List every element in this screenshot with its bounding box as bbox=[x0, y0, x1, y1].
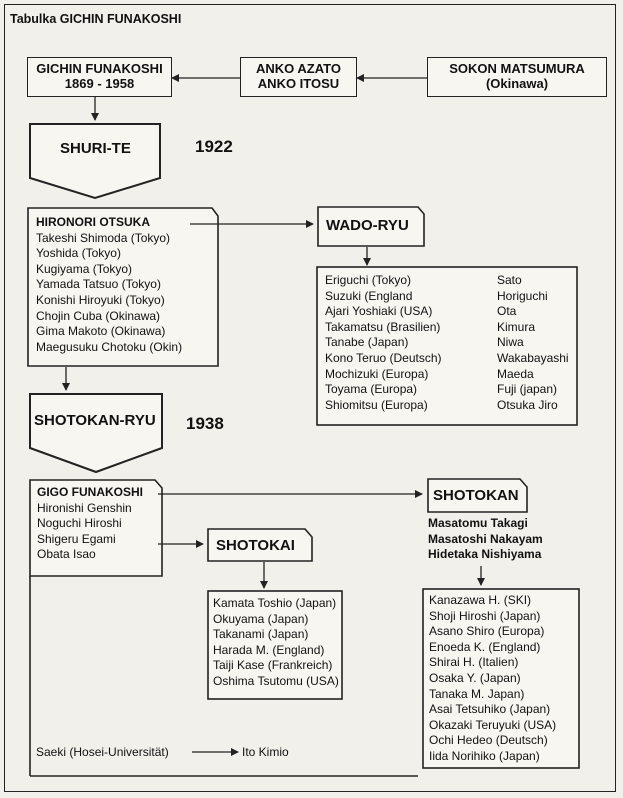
list-item: Shirai H. (Italien) bbox=[429, 655, 519, 670]
gigo-list bbox=[37, 485, 143, 563]
list-item: Fuji (japan) bbox=[497, 382, 558, 397]
list-item: Noguchi Hiroshi bbox=[37, 516, 122, 531]
list-item: Shigeru Egami bbox=[37, 531, 116, 546]
shotokai-label: SHOTOKAI bbox=[216, 537, 295, 554]
list-item: Ochi Hedeo (Deutsch) bbox=[429, 733, 548, 748]
otsuka-list bbox=[36, 215, 182, 355]
shurite-shape bbox=[30, 124, 160, 198]
list-item: Maegusuku Chotoku (Okin) bbox=[36, 339, 183, 354]
saeki-text: Saeki (Hosei-Universität) bbox=[36, 745, 169, 759]
list-item: Asano Shiro (Europa) bbox=[429, 624, 545, 639]
sokon-line1: SOKON MATSUMURA bbox=[449, 61, 585, 76]
gichin-years: 1869 - 1958 bbox=[64, 76, 135, 91]
list-item: Konishi Hiroyuki (Tokyo) bbox=[36, 292, 165, 307]
list-item: Takeshi Shimoda (Tokyo) bbox=[36, 230, 171, 245]
shotokanryu-shape bbox=[30, 394, 162, 472]
list-item: Tanaka M. Japan) bbox=[429, 686, 525, 701]
list-item: Mochizuki (Europa) bbox=[325, 366, 429, 381]
list-item: Yoshida (Tokyo) bbox=[36, 246, 121, 261]
list-item: Eriguchi (Tokyo) bbox=[325, 273, 412, 287]
shotokan-list bbox=[429, 593, 556, 765]
list-item: Horiguchi bbox=[497, 288, 548, 303]
list-item: Gima Makoto (Okinawa) bbox=[36, 324, 166, 339]
shotokanryu-year: 1938 bbox=[186, 414, 224, 433]
list-item: Kugiyama (Tokyo) bbox=[36, 261, 133, 276]
list-item: Kanazawa H. (SKI) bbox=[429, 593, 532, 607]
gigo-head: GIGO FUNAKOSHI bbox=[37, 485, 144, 499]
shotokan-label: SHOTOKAN bbox=[433, 487, 519, 504]
list-item: Shiomitsu (Europa) bbox=[325, 397, 428, 412]
list-item: Osaka Y. (Japan) bbox=[429, 670, 521, 685]
list-item: Harada M. (England) bbox=[213, 642, 325, 657]
list-item: Okazaki Teruyuki (USA) bbox=[429, 717, 557, 732]
list-item: Kamata Toshio (Japan) bbox=[213, 596, 337, 610]
list-item: Shoji Hiroshi (Japan) bbox=[429, 608, 541, 623]
otsuka-head: HIRONORI OTSUKA bbox=[36, 215, 150, 229]
list-item: Masatoshi Nakayam bbox=[428, 531, 543, 546]
gichin-name: GICHIN FUNAKOSHI bbox=[36, 61, 163, 76]
list-item: Hironishi Genshin bbox=[37, 500, 132, 515]
list-item: Takamatsu (Brasilien) bbox=[325, 319, 441, 334]
azato-line2: ANKO ITOSU bbox=[257, 76, 340, 91]
sokon-box bbox=[427, 57, 607, 97]
list-item: Kono Teruo (Deutsch) bbox=[325, 350, 442, 365]
shotokai-list bbox=[213, 596, 339, 690]
page-title: Tabulka GICHIN FUNAKOSHI bbox=[10, 12, 182, 26]
list-item: Suzuki (England bbox=[325, 288, 413, 303]
shurite-label: SHURI-TE bbox=[60, 140, 131, 157]
list-item: Takanami (Japan) bbox=[213, 627, 309, 642]
list-item: Kimura bbox=[497, 319, 536, 334]
wado-col1 bbox=[325, 273, 442, 413]
list-item: Ota bbox=[497, 304, 517, 319]
list-item: Asai Tetsuhiko (Japan) bbox=[429, 702, 551, 717]
list-item: Obata Isao bbox=[37, 547, 96, 562]
list-item: Maeda bbox=[497, 366, 534, 381]
list-item: Ajari Yoshiaki (USA) bbox=[325, 304, 433, 319]
gichin-box bbox=[27, 57, 172, 97]
list-item: Sato bbox=[497, 273, 522, 287]
list-item: Toyama (Europa) bbox=[325, 382, 418, 397]
list-item: Otsuka Jiro bbox=[497, 397, 558, 412]
shotokan-masters bbox=[428, 516, 543, 563]
list-item: Enoeda K. (England) bbox=[429, 639, 541, 654]
list-item: Tanabe (Japan) bbox=[325, 335, 409, 350]
wado-col2 bbox=[497, 273, 569, 413]
list-item: Hidetaka Nishiyama bbox=[428, 547, 542, 562]
shotokanryu-label: SHOTOKAN-RYU bbox=[34, 412, 156, 429]
shurite-year: 1922 bbox=[195, 137, 233, 156]
wado-label: WADO-RYU bbox=[326, 217, 409, 234]
list-item: Yamada Tatsuo (Tokyo) bbox=[36, 277, 161, 292]
azato-box bbox=[240, 57, 357, 97]
azato-line1: ANKO AZATO bbox=[256, 61, 341, 76]
list-item: Iida Norihiko (Japan) bbox=[429, 748, 540, 763]
list-item: Chojin Cuba (Okinawa) bbox=[36, 308, 161, 323]
list-item: Niwa bbox=[497, 335, 524, 350]
sokon-line2: (Okinawa) bbox=[485, 76, 549, 91]
list-item: Wakabayashi bbox=[497, 350, 569, 365]
list-item: Oshima Tsutomu (USA) bbox=[213, 673, 339, 688]
list-item: Masatomu Takagi bbox=[428, 516, 528, 530]
ito-text: Ito Kimio bbox=[242, 745, 289, 759]
list-item: Taiji Kase (Frankreich) bbox=[213, 658, 333, 673]
list-item: Okuyama (Japan) bbox=[213, 611, 309, 626]
